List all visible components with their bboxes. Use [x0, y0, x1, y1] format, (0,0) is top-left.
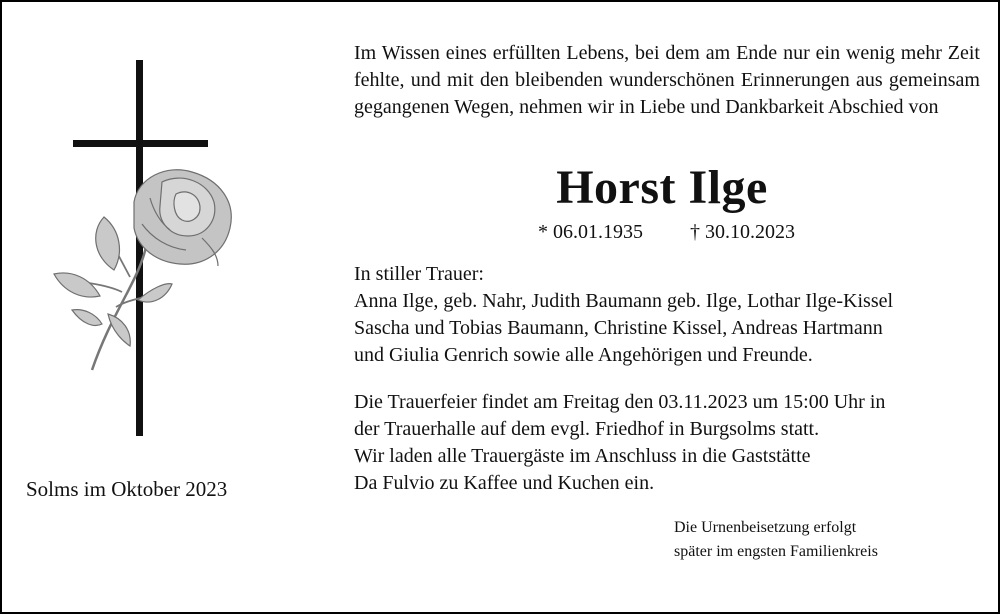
mourning-heading: In stiller Trauer:: [354, 263, 484, 285]
service-line: Wir laden alle Trauergäste im Anschluss in die Gaststätte: [354, 445, 811, 467]
deceased-name: Horst Ilge: [556, 161, 768, 214]
death-date: † 30.10.2023: [690, 221, 795, 243]
mourners-block: [354, 261, 980, 369]
service-info: [354, 389, 980, 497]
urn-burial-note: [674, 516, 878, 564]
cross-rose-emblem: [42, 52, 262, 447]
urn-note-line: Die Urnenbeisetzung erfolgt: [674, 519, 857, 536]
place-and-date: Solms im Oktober 2023: [26, 477, 228, 501]
mourners-line: Anna Ilge, geb. Nahr, Judith Baumann geb. Ilge, Lothar Ilge-Kissel: [354, 290, 894, 312]
service-line: Die Trauerfeier findet am Freitag den 03.11.2023 um 15:00 Uhr in: [354, 391, 886, 413]
service-line: Da Fulvio zu Kaffee und Kuchen ein.: [354, 472, 655, 494]
mourners-line: Sascha und Tobias Baumann, Christine Kissel, Andreas Hartmann: [354, 317, 883, 339]
urn-note-line: später im engsten Familienkreis: [674, 543, 878, 560]
service-line: der Trauerhalle auf dem evgl. Friedhof in Burgsolms statt.: [354, 418, 820, 440]
birth-date: * 06.01.1935: [538, 221, 643, 243]
intro-text: Im Wissen eines erfüllten Lebens, bei dem am Ende nur ein wenig mehr Zeit fehlte, und mit den bleibenden wunderschönen Erinnerungen aus gemeinsam gegangenen Wegen, nehmen wir in Liebe und Dankbarkeit Abschied von: [354, 42, 980, 118]
mourners-line: und Giulia Genrich sowie alle Angehörigen und Freunde.: [354, 344, 813, 366]
